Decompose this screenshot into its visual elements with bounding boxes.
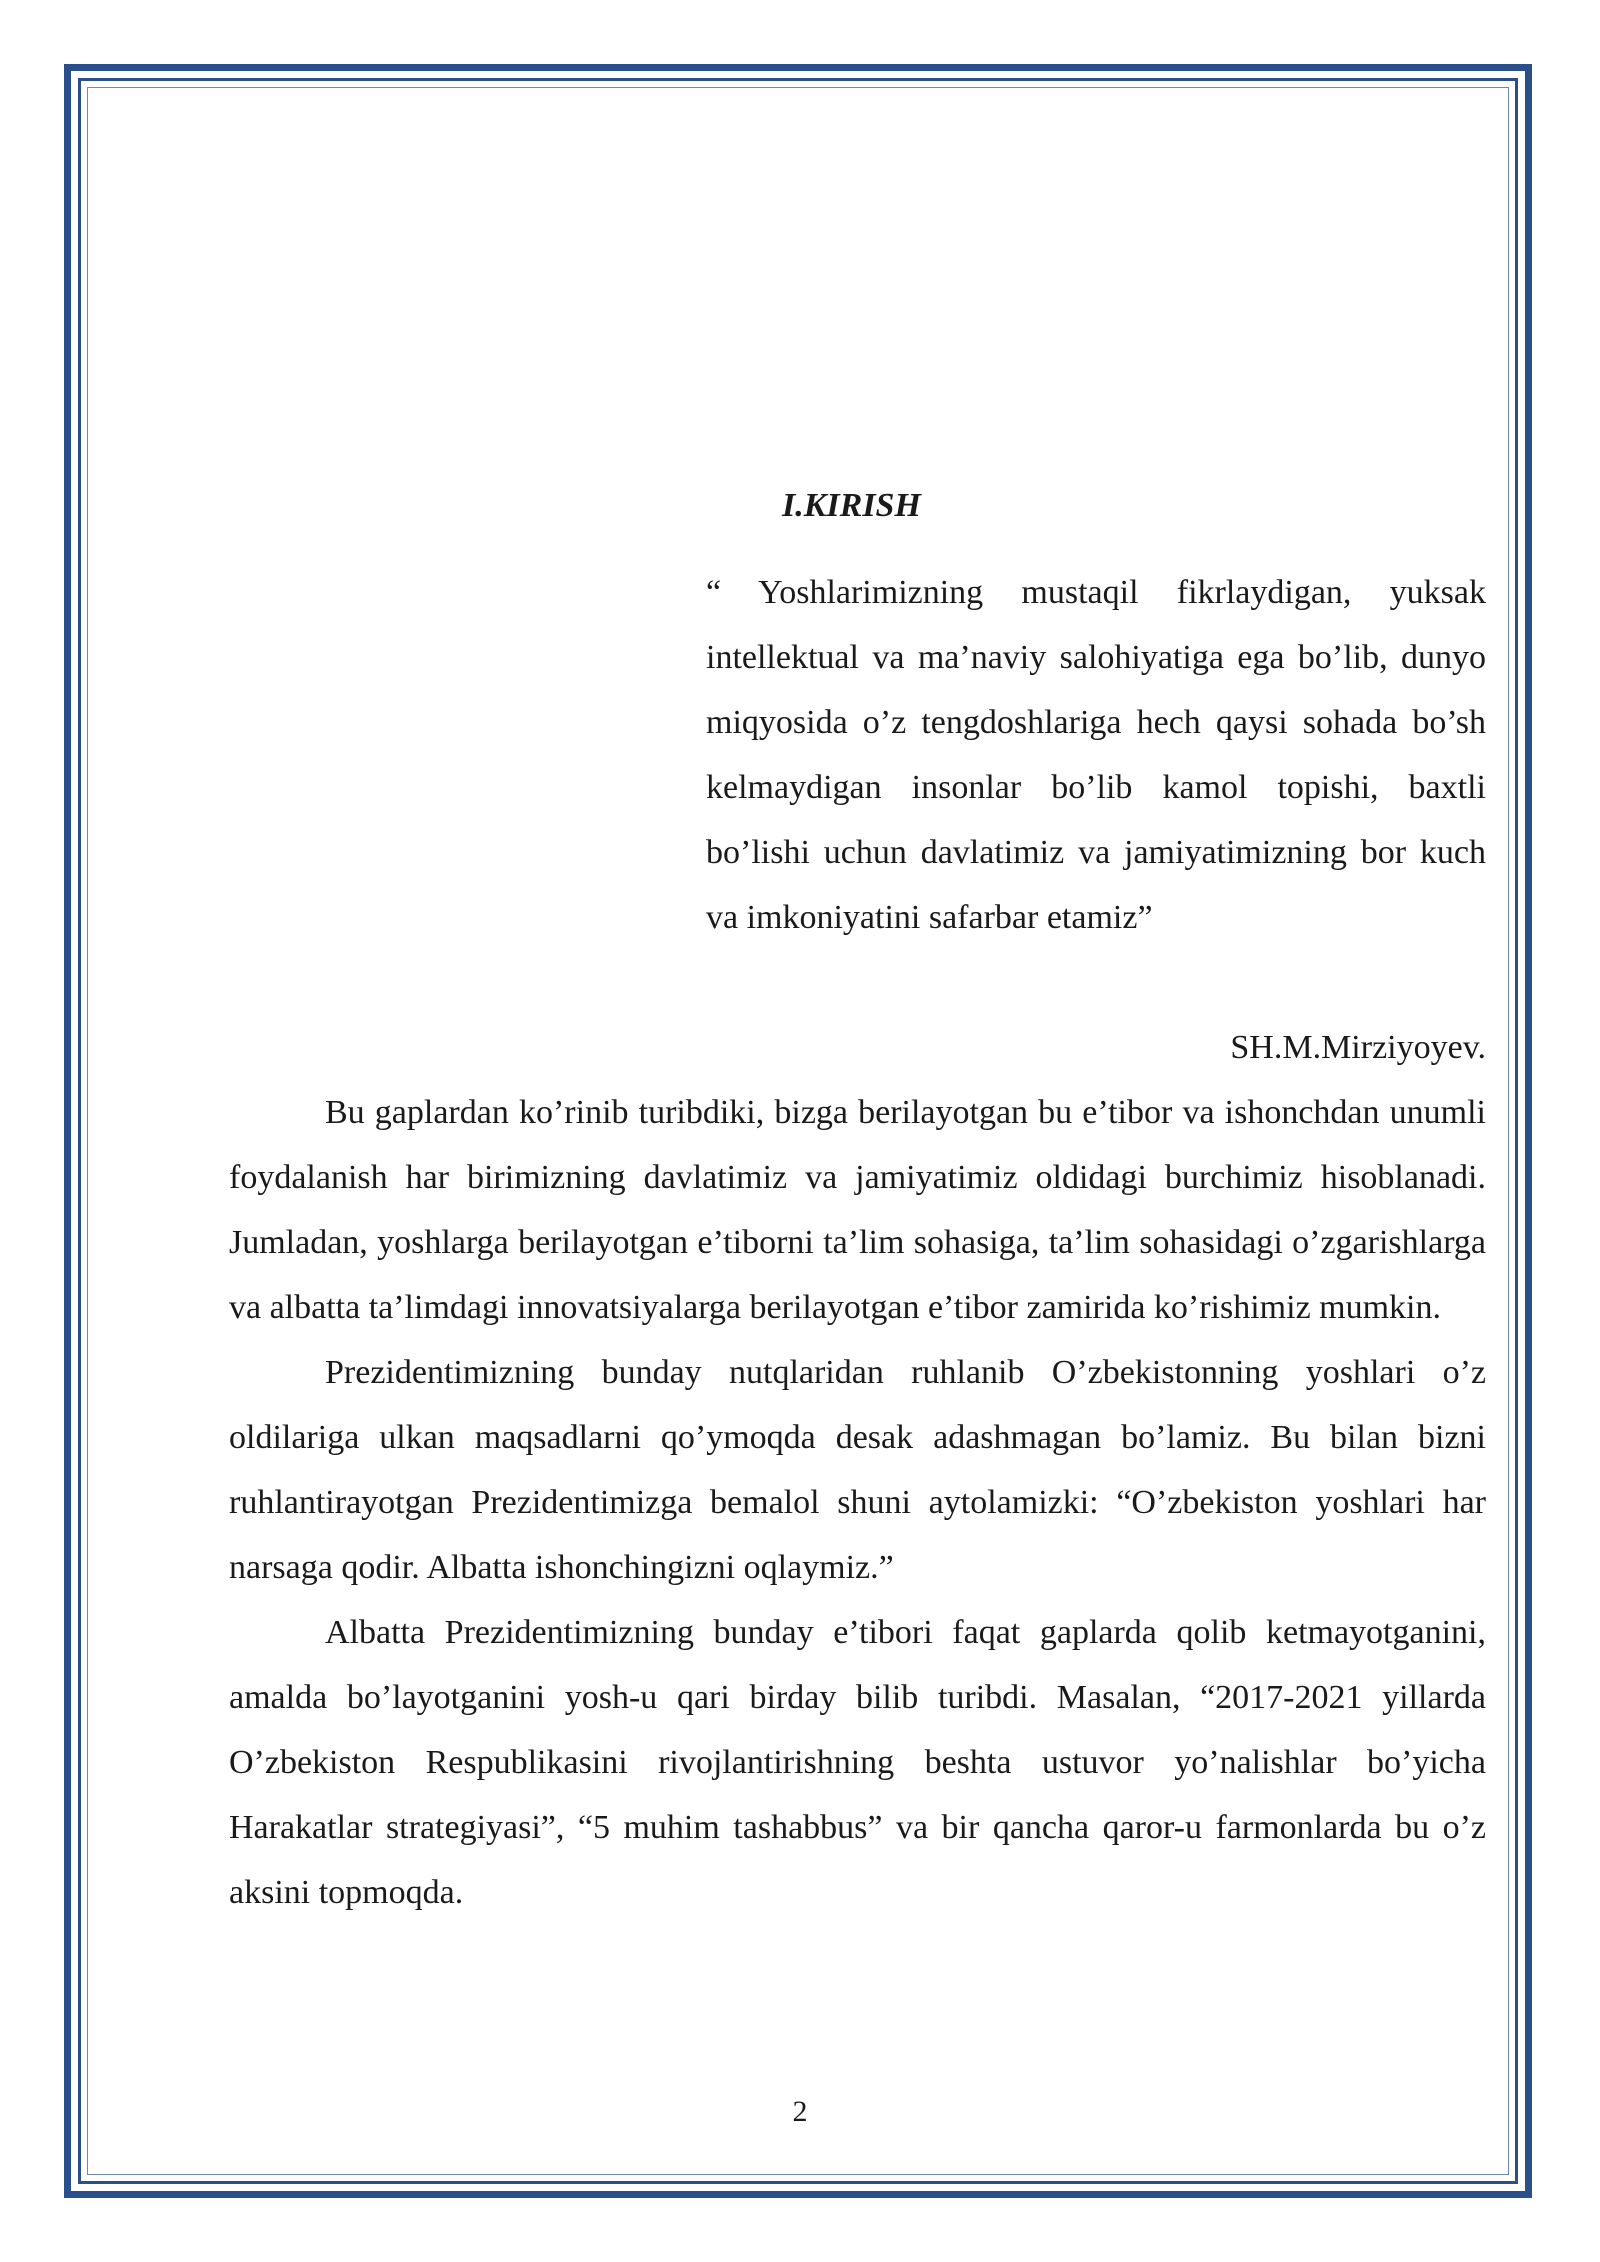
page-number: 2 <box>792 2095 808 2128</box>
paragraph: Albatta Prezidentimizning bunday e’tibori faqat gaplarda qolib ketmayotganini, amalda bo’layotganini yosh-u qari birday bilib turibdi. Masalan, “2017-2021 yillarda O’zbekiston Respublikasini rivojlantirishning beshta ustuvor yo’nalishlar bo’yicha Harakatlar strategiyasi”, “5 muhim tashabbus” va bir qancha qaror-u farmonlarda bu o’z aksini topmoqda. <box>229 1614 1486 1911</box>
body-text <box>229 1080 1486 1925</box>
epigraph-author: SH.M.Mirziyoyev. <box>1230 1029 1486 1066</box>
paragraph: Prezidentimizning bunday nutqlaridan ruhlanib O’zbekistonning yoshlari o’z oldilariga ulkan maqsadlarni qo’ymoqda desak adashmagan bo’lamiz. Bu bilan bizni ruhlantirayotgan Prezidentimizga bemalol shuni aytolamizki: “O’zbekiston yoshlari har narsaga qodir. Albatta ishonchingizni oqlaymiz.” <box>229 1354 1486 1586</box>
paragraph: Bu gaplardan ko’rinib turibdiki, bizga berilayotgan bu e’tibor va ishonchdan unumli foydalanish har birimizning davlatimiz va jamiyatimiz oldidagi burchimiz hisoblanadi. Jumladan, yoshlarga berilayotgan e’tiborni ta’lim sohasiga, ta’lim sohasidagi o’zgarishlarga va albatta ta’limdagi innovatsiyalarga berilayotgan e’tibor zamirida ko’rishimiz mumkin. <box>229 1094 1486 1326</box>
epigraph-quote: “ Yoshlarimizning mustaqil fikrlaydigan, yuksak intellektual va ma’naviy salohiyatiga ega bo’lib, dunyo miqyosida o’z tengdoshlariga hech qaysi sohada bo’sh kelmaydigan insonlar bo’lib kamol topishi, baxtli bo’lishi uchun davlatimiz va jamiyatimizning bor kuch va imkoniyatini safarbar etamiz” <box>706 574 1486 936</box>
section-heading: I.KIRISH <box>782 487 921 524</box>
